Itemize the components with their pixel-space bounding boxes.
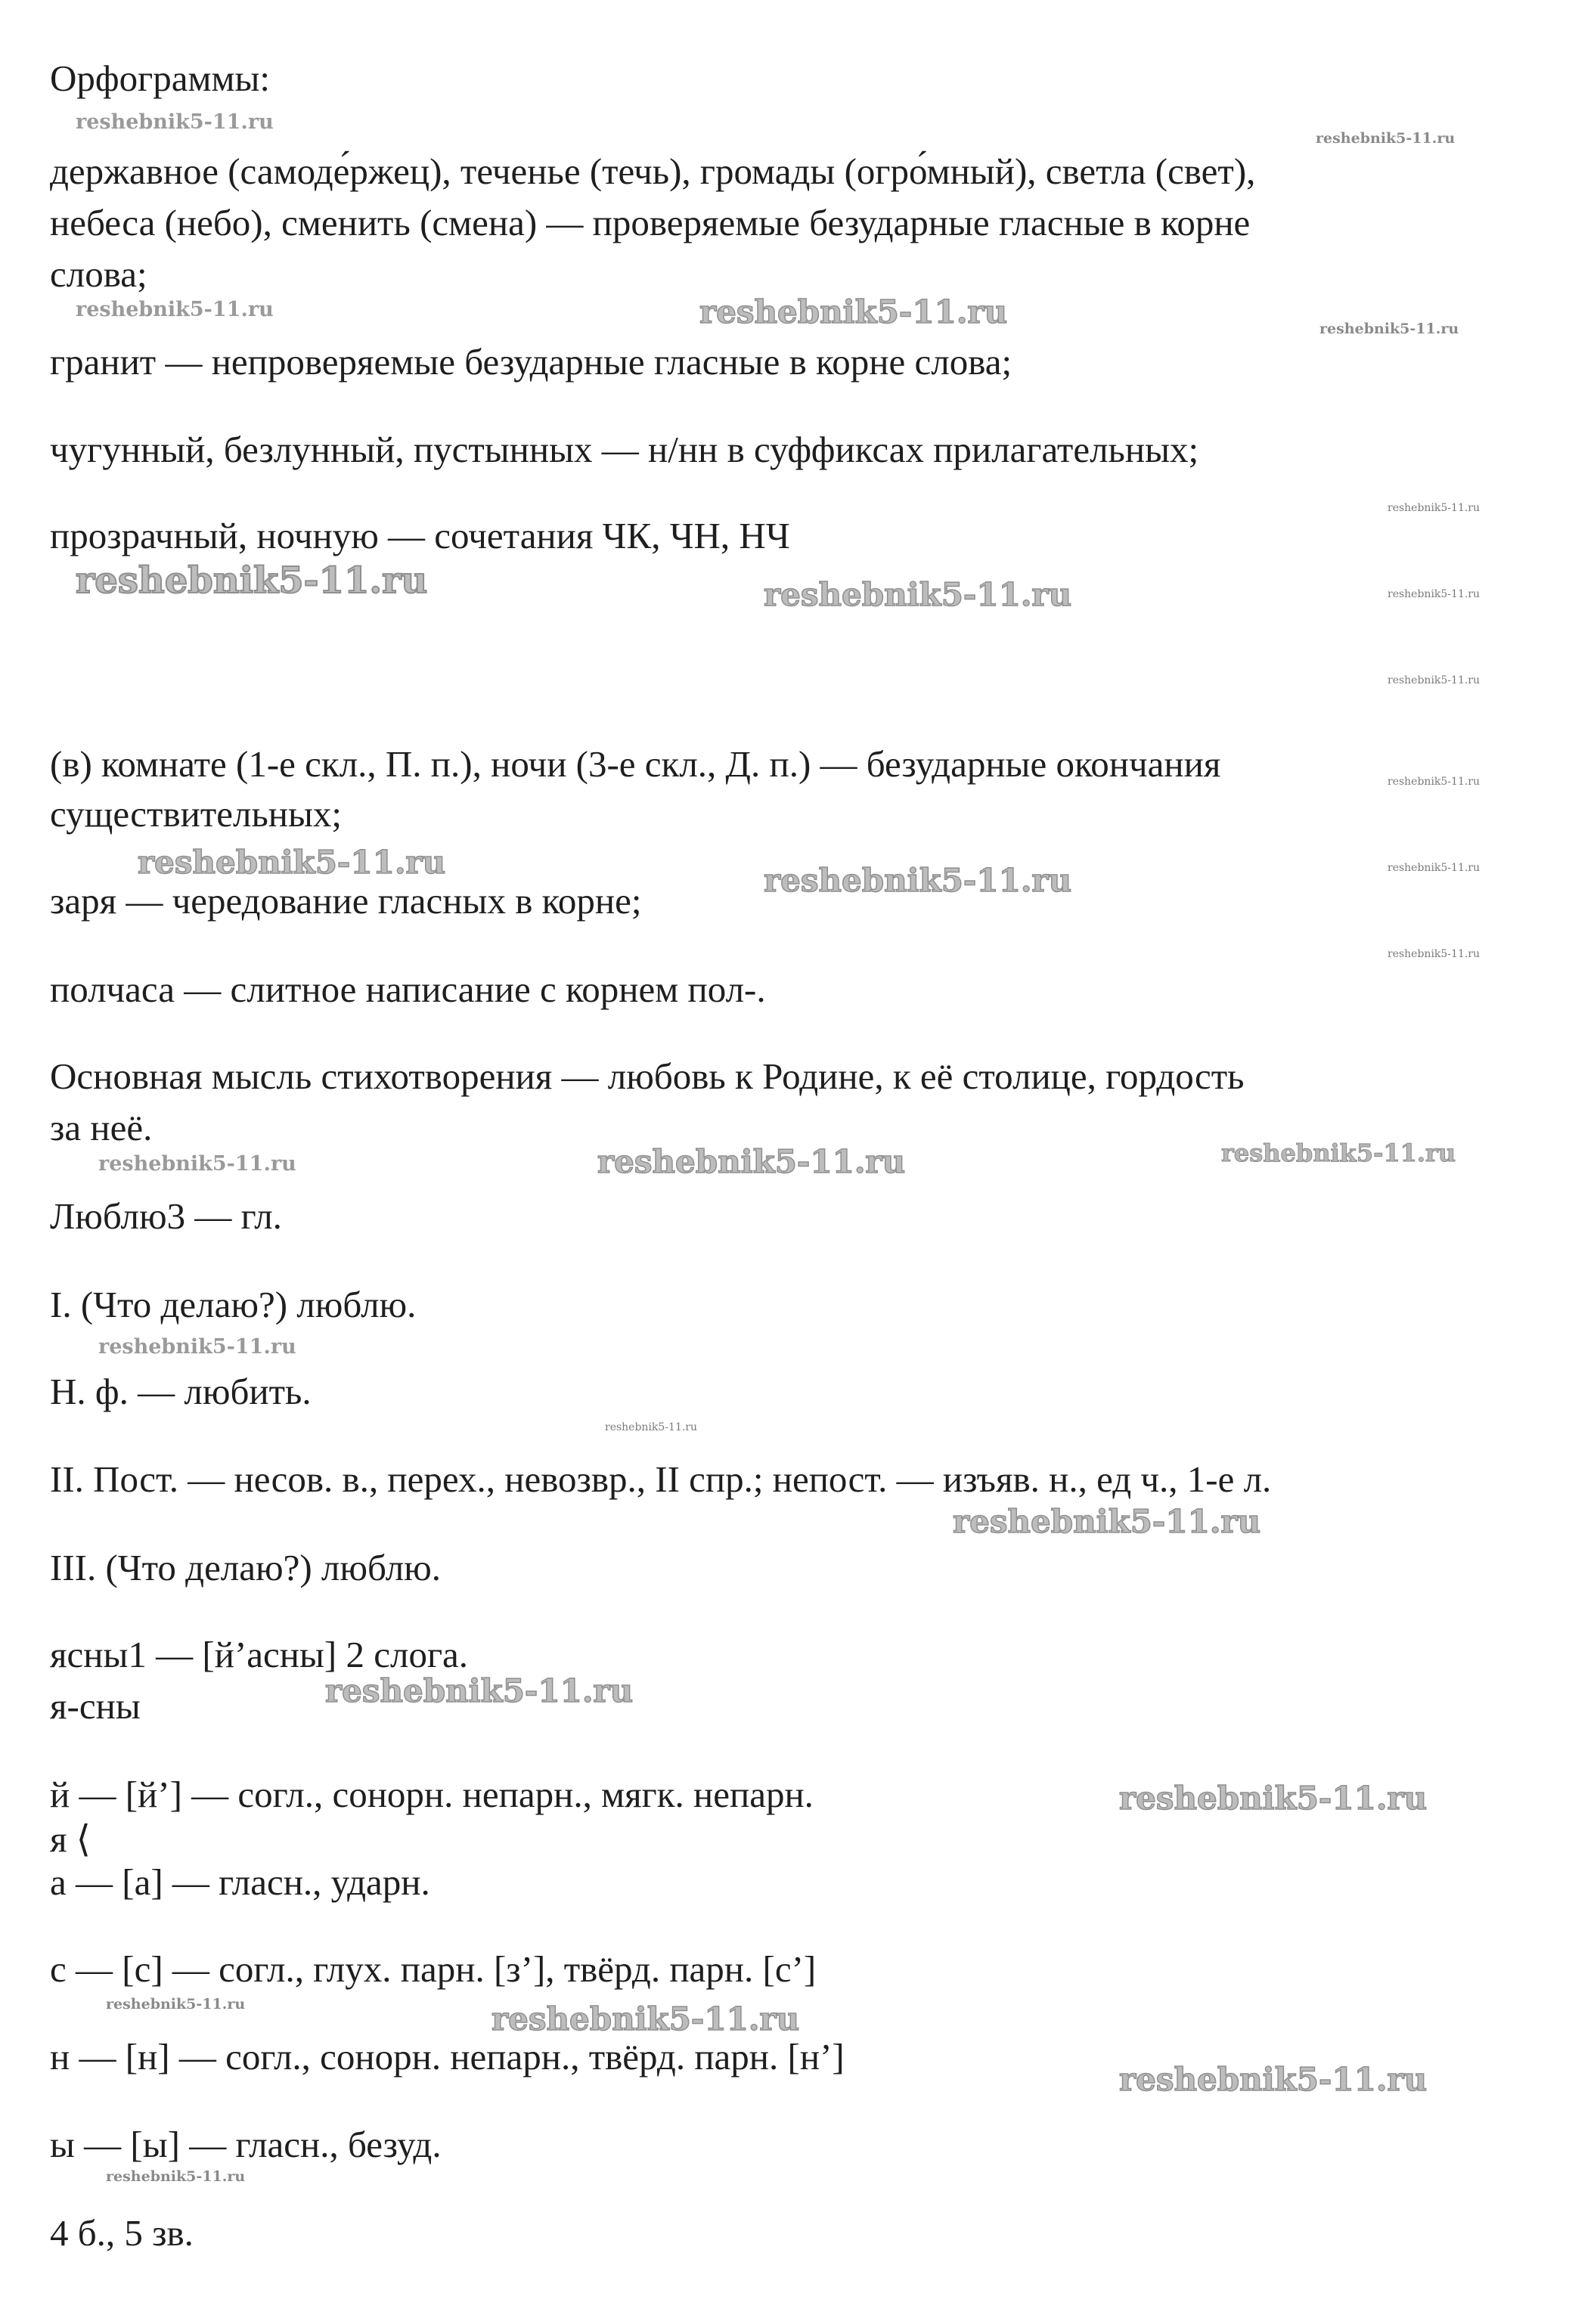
watermark: reshebnik5-11.ru [1119,2061,1428,2098]
text-line: Н. ф. — любить. [50,1371,312,1412]
watermark: reshebnik5-11.ru [76,298,274,321]
text-line: гранит — непроверяемые безударные гласные в корне слова; [50,341,1012,383]
text-line: полчаса — слитное написание с корнем пол-. [50,968,766,1010]
watermark: reshebnik5-11.ru [1388,776,1481,788]
text-line: Люблю3 — гл. [50,1195,282,1237]
watermark: reshebnik5-11.ru [491,2000,800,2037]
watermark: reshebnik5-11.ru [764,576,1072,613]
text-line: (в) комнате (1-е скл., П. п.), ночи (3-е скл., Д. п.) — безударные окончания [50,743,1221,785]
watermark: reshebnik5-11.ru [76,559,428,602]
watermark: reshebnik5-11.ru [1388,948,1481,960]
text-line: Основная мысль стихотворения — любовь к Родине, к её столице, гордость [50,1055,1245,1097]
text-line: Орфограммы: [50,57,271,99]
watermark: reshebnik5-11.ru [1316,130,1456,147]
watermark: reshebnik5-11.ru [138,844,446,881]
text-line: прозрачный, ночную — сочетания ЧК, ЧН, НЧ [50,515,790,556]
watermark: reshebnik5-11.ru [76,110,274,134]
text-line: с — [с] — согл., глух. парн. [з’], твёрд. парн. [с’] [50,1948,817,1990]
text-line: ы — [ы] — гласн., безуд. [50,2124,442,2165]
text-line: III. (Что делаю?) люблю. [50,1547,442,1588]
text-line: й — [й’] — согл., сонорн. непарн., мягк. непарн. [50,1774,814,1815]
text-line: державное (самоде́ржец), теченье (течь), громады (огро́мный), светла (свет), [50,150,1256,192]
text-line: а — [а] — гласн., ударн. [50,1861,430,1903]
watermark: reshebnik5-11.ru [106,1996,246,2013]
text-line: чугунный, безлунный, пустынных — н/нн в суффиксах прилагательных; [50,429,1199,470]
watermark: reshebnik5-11.ru [1221,1139,1456,1167]
text-line: слова; [50,253,147,295]
text-line: небеса (небо), сменить (смена) — проверяемые безударные гласные в корне [50,202,1251,243]
watermark: reshebnik5-11.ru [98,1335,296,1359]
watermark: reshebnik5-11.ru [764,862,1072,899]
watermark: reshebnik5-11.ru [1319,321,1459,337]
watermark: reshebnik5-11.ru [1388,674,1481,686]
watermark: reshebnik5-11.ru [699,293,1008,330]
text-line: I. (Что делаю?) люблю. [50,1284,417,1325]
text-line: н — [н] — согл., сонорн. непарн., твёрд. парн. [н’] [50,2036,845,2078]
watermark: reshebnik5-11.ru [1388,862,1481,874]
text-line: II. Пост. — несов. в., перех., невозвр., II спр.; непост. — изъяв. н., ед ч., 1-е л. [50,1458,1272,1500]
text-line: ясны1 — [й’асны] 2 слога. [50,1634,469,1675]
watermark: reshebnik5-11.ru [597,1143,906,1180]
watermark: reshebnik5-11.ru [1388,502,1481,514]
watermark: reshebnik5-11.ru [1119,1780,1428,1817]
watermark: reshebnik5-11.ru [325,1672,634,1709]
watermark: reshebnik5-11.ru [106,2168,246,2185]
watermark: reshebnik5-11.ru [1388,588,1481,600]
watermark: reshebnik5-11.ru [953,1503,1261,1540]
text-line: я-сны [50,1685,141,1727]
text-line: я ⟨ [50,1818,91,1860]
text-line: существительных; [50,793,343,835]
watermark: reshebnik5-11.ru [605,1421,698,1433]
watermark: reshebnik5-11.ru [98,1152,296,1176]
text-line: за неё. [50,1107,153,1148]
text-line: 4 б., 5 зв. [50,2212,194,2254]
text-line: заря — чередование гласных в корне; [50,880,642,922]
